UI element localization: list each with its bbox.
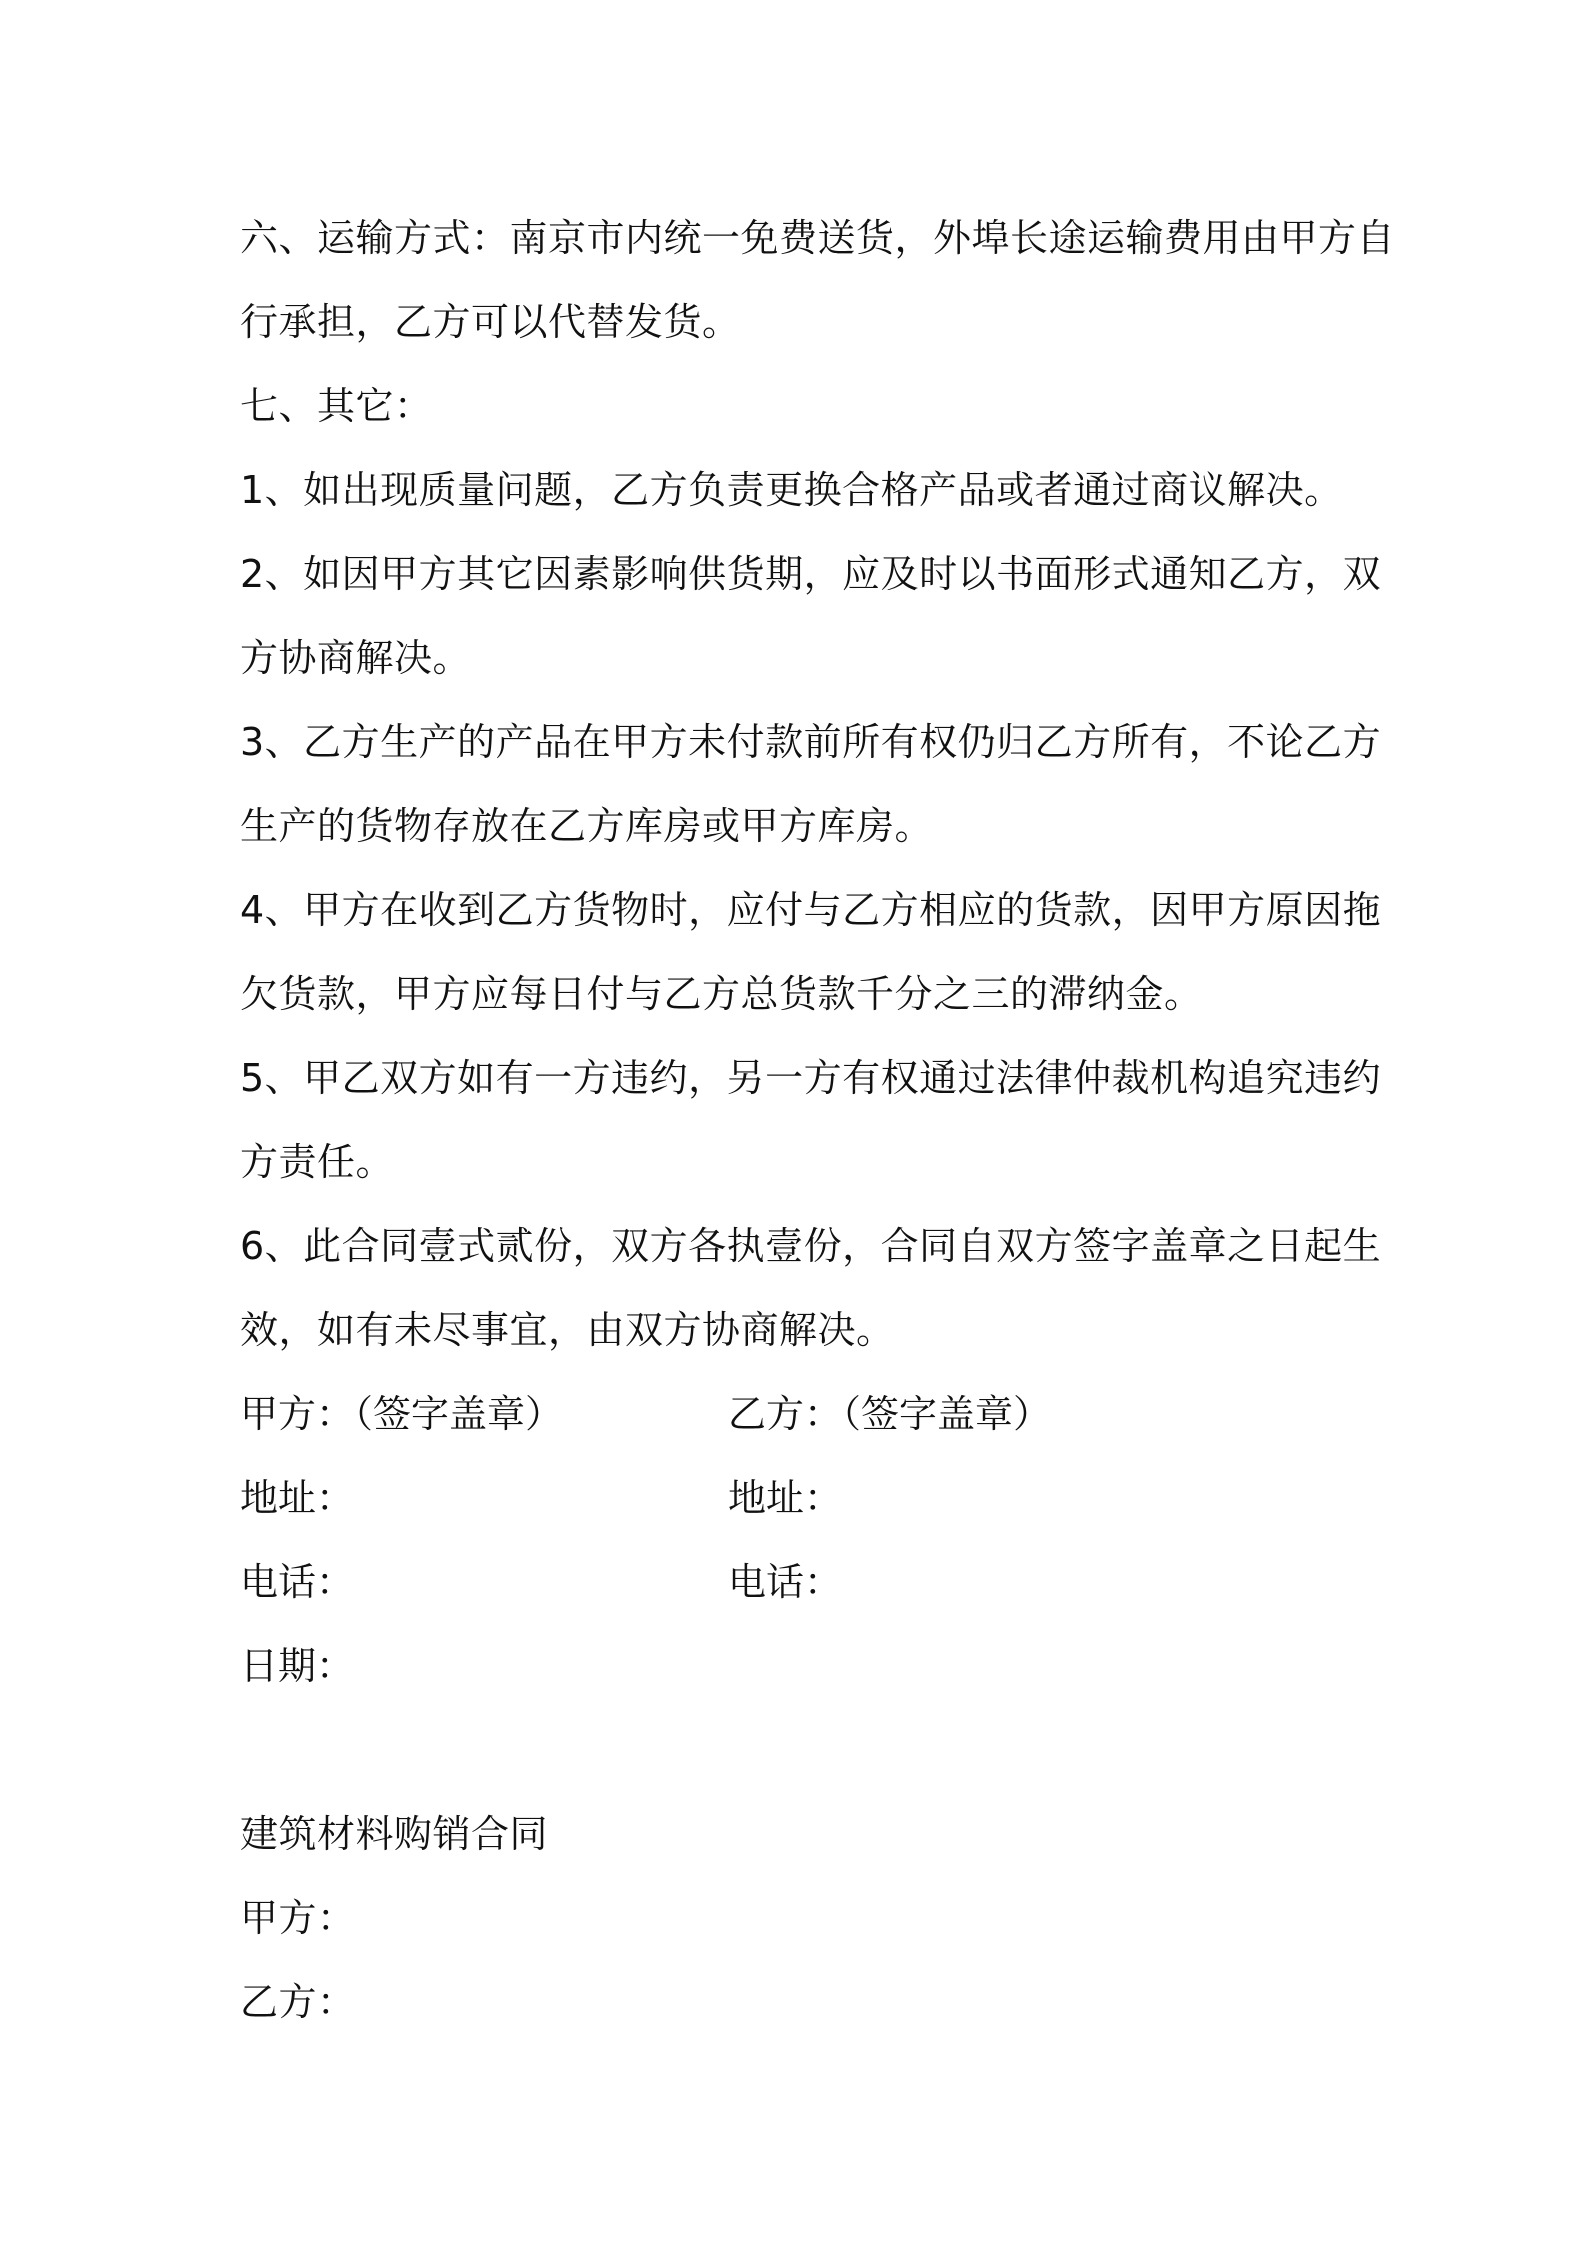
party-b-phone: 电话： [728,1560,843,1604]
contract-title: 建筑材料购销合同 [240,1812,549,1856]
text-line: 5、甲乙双方如有一方违约，另一方有权通过法律仲裁机构追究违约 [240,1056,1382,1100]
signature-row [240,1372,1360,1456]
clause-item-3 [240,700,1382,868]
section-gap [240,1708,1360,1792]
text-line: 3、乙方生产的产品在甲方未付款前所有权仍归乙方所有，不论乙方 [240,720,1382,764]
next-contract-header [240,1792,1360,2044]
transport-clause [240,196,1396,364]
phone-row [240,1540,1360,1624]
text-line: 1、如出现质量问题，乙方负责更换合格产品或者通过商议解决。 [240,468,1343,512]
text-line: 行承担，乙方可以代替发货。 [240,300,741,344]
clause-item-5 [240,1036,1382,1204]
text-line: 2、如因甲方其它因素影响供货期，应及时以书面形式通知乙方，双 [240,552,1382,596]
party-a-label: 甲方： [240,1896,356,1940]
clause-item-4 [240,868,1382,1036]
other-heading: 七、其它： [240,384,433,428]
date-row [240,1624,1360,1708]
text-line: 方责任。 [240,1140,395,1184]
text-line: 4、甲方在收到乙方货物时，应付与乙方相应的货款，因甲方原因拖 [240,888,1382,932]
party-a-address: 地址： [240,1476,355,1520]
text-line: 6、此合同壹式贰份，双方各执壹份，合同自双方签字盖章之日起生 [240,1224,1382,1268]
address-row [240,1456,1360,1540]
text-line: 六、运输方式：南京市内统一免费送货，外埠长途运输费用由甲方自 [240,216,1396,260]
clause-item-6 [240,1204,1382,1372]
party-a-signature: 甲方：（签字盖章） [240,1392,564,1436]
party-a-phone: 电话： [240,1560,355,1604]
party-b-signature: 乙方：（签字盖章） [728,1392,1052,1436]
clause-item-2 [240,532,1382,700]
text-line: 生产的货物存放在乙方库房或甲方库房。 [240,804,934,848]
signature-block [240,1372,1360,1708]
clause-item-1 [240,448,1360,532]
party-b-label: 乙方： [240,1980,356,2024]
text-line: 方协商解决。 [240,636,472,680]
text-line: 效，如有未尽事宜，由双方协商解决。 [240,1308,895,1352]
signing-date: 日期： [240,1644,355,1688]
text-line: 欠货款，甲方应每日付与乙方总货款千分之三的滞纳金。 [240,972,1203,1016]
document-body [240,196,1396,2044]
party-b-address: 地址： [728,1476,843,1520]
